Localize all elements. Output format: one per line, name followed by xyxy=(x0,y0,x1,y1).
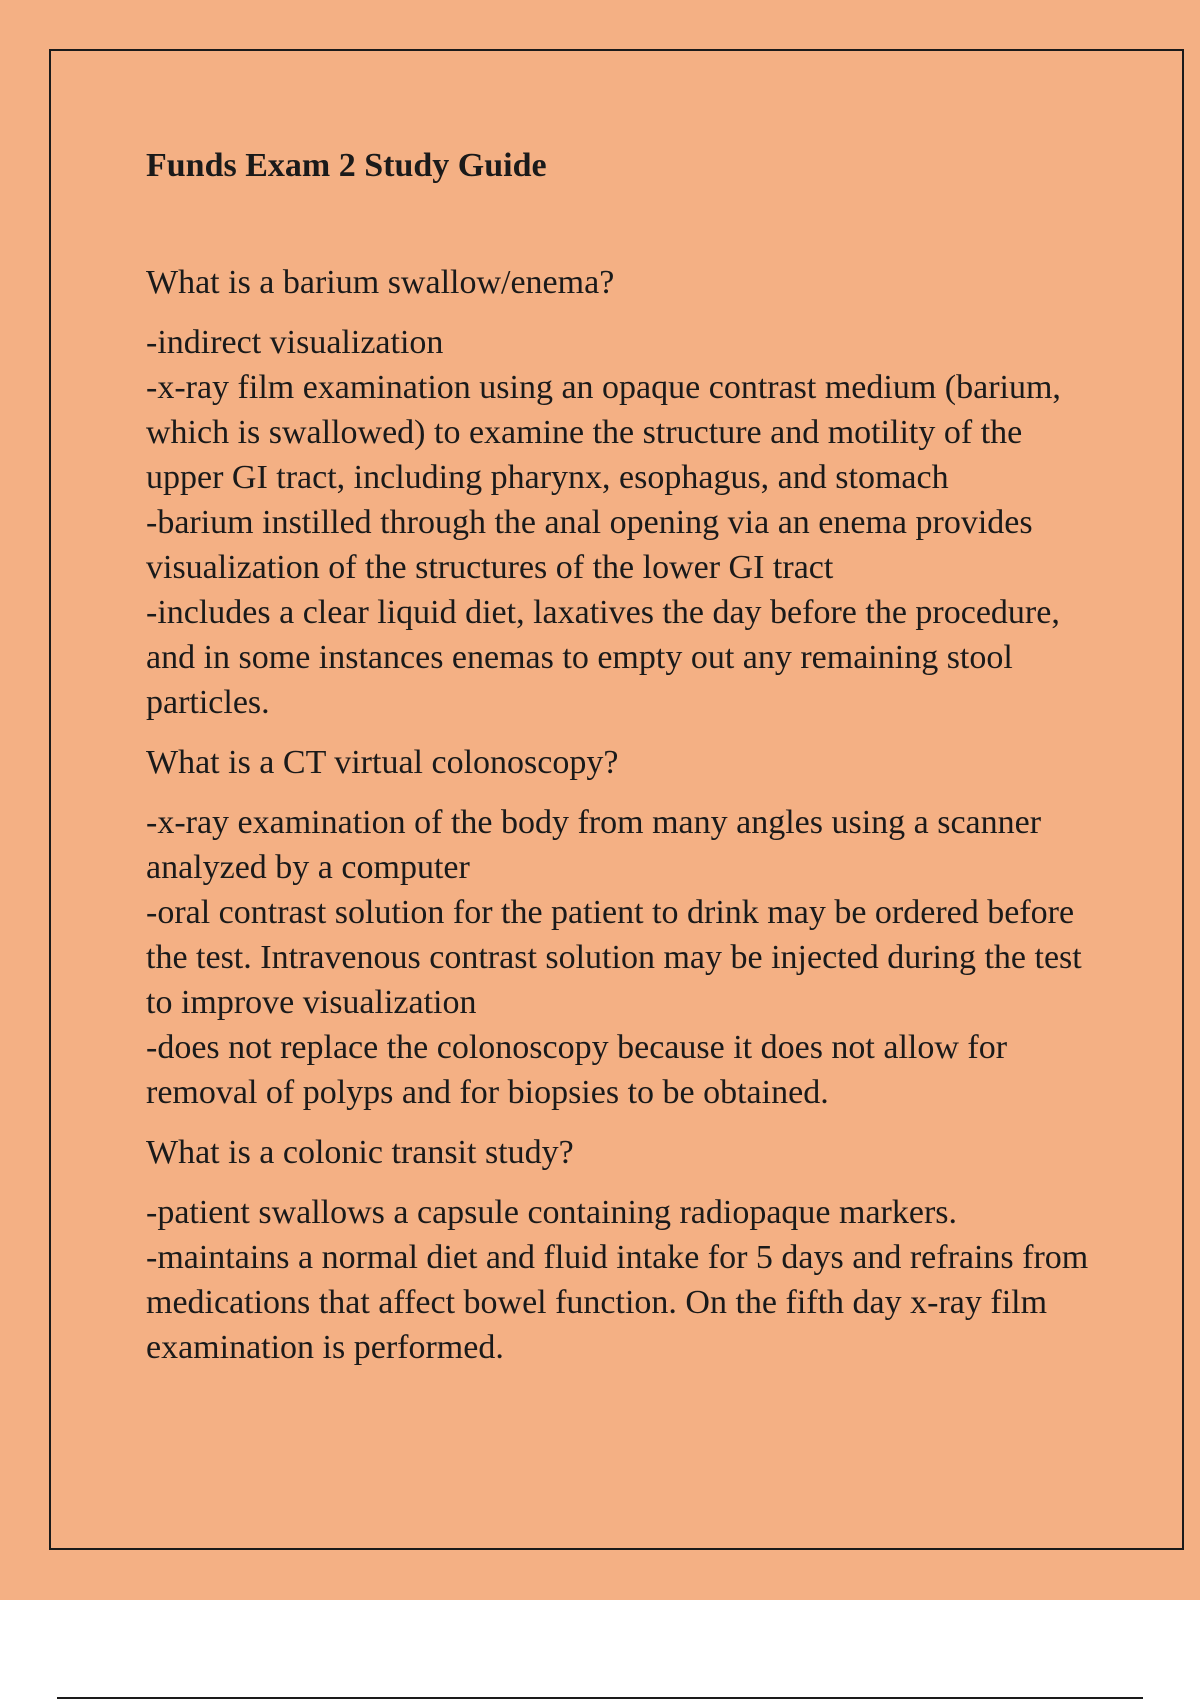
answer-block xyxy=(146,800,1106,1115)
answer-block xyxy=(146,1190,1106,1370)
answer-line: -x-ray film examination using an opaque contrast medium (barium, which is swallowed) to examine the structure and motility of the upper GI tract, including pharynx, esophagus, and stomach xyxy=(146,369,1061,496)
answer-line: -barium instilled through the anal opening via an enema provides visualization of the structures of the lower GI tract xyxy=(146,504,1033,586)
answer-line: -does not replace the colonoscopy because it does not allow for removal of polyps and for biopsies to be obtained. xyxy=(146,1029,1008,1111)
question-heading: What is a CT virtual colonoscopy? xyxy=(146,744,619,781)
answer-line: -oral contrast solution for the patient to drink may be ordered before the test. Intravenous contrast solution may be injected during the test to improve visualization xyxy=(146,894,1082,1021)
section-ct-virtual-colonoscopy xyxy=(146,740,1106,1115)
section-barium xyxy=(146,260,1106,725)
answer-block xyxy=(146,320,1106,725)
footer-divider xyxy=(57,1697,1143,1699)
answer-line: -x-ray examination of the body from many angles using a scanner analyzed by a computer xyxy=(146,804,1042,886)
answer-line: -indirect visualization xyxy=(146,324,444,361)
answer-line: -patient swallows a capsule containing radiopaque markers. xyxy=(146,1194,958,1231)
document-content xyxy=(146,140,1106,1385)
question-heading: What is a colonic transit study? xyxy=(146,1134,574,1171)
question-heading: What is a barium swallow/enema? xyxy=(146,264,615,301)
answer-line: -includes a clear liquid diet, laxatives the day before the procedure, and in some instances enemas to empty out any remaining stool particles. xyxy=(146,594,1060,721)
answer-line: -maintains a normal diet and fluid intake for 5 days and refrains from medications that affect bowel function. On the fifth day x-ray film examination is performed. xyxy=(146,1239,1089,1366)
document-title: Funds Exam 2 Study Guide xyxy=(146,147,547,184)
section-colonic-transit-study xyxy=(146,1130,1106,1370)
